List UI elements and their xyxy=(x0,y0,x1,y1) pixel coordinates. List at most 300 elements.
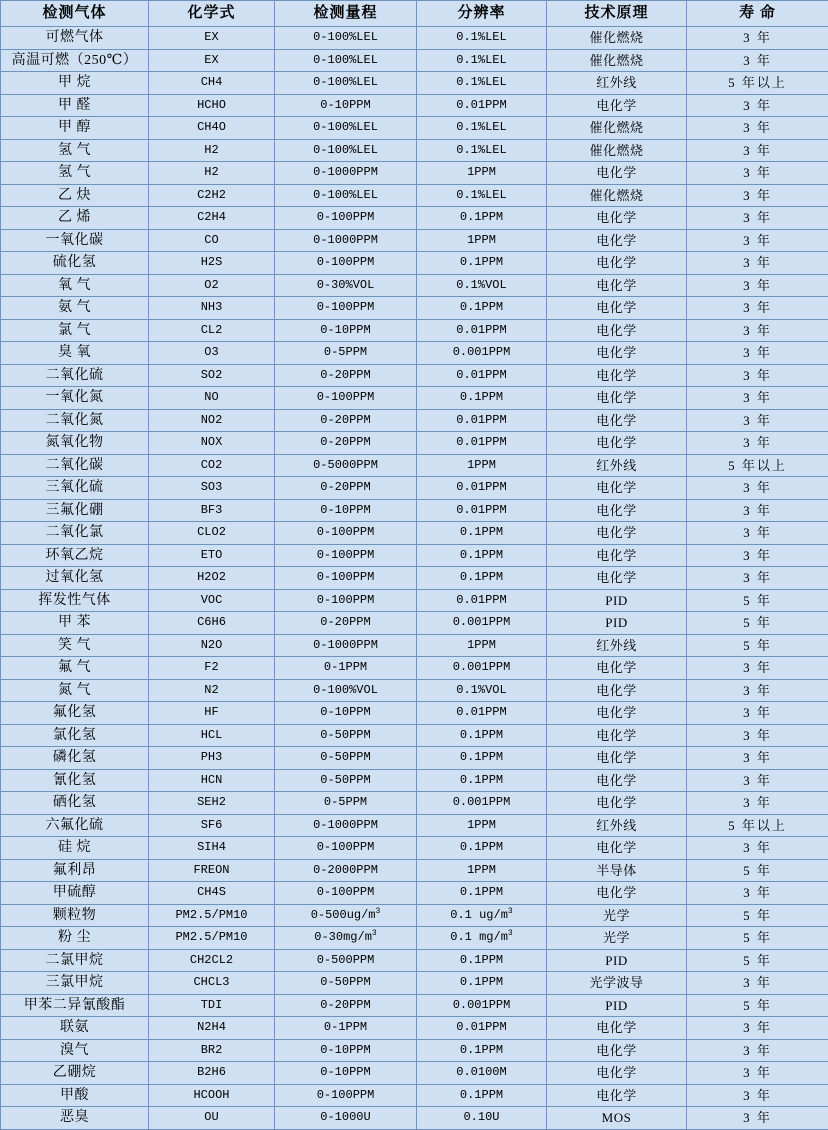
table-body xyxy=(1,27,828,1130)
cell-gas: 笑 气 xyxy=(1,634,149,657)
cell-formula: F2 xyxy=(149,657,275,680)
cell-formula: CL2 xyxy=(149,319,275,342)
cell-formula: NO xyxy=(149,387,275,410)
cell-formula: BR2 xyxy=(149,1039,275,1062)
cell-resolution: 0.1PPM xyxy=(417,544,547,567)
cell-technology: 电化学 xyxy=(547,657,687,680)
cell-gas: 联氨 xyxy=(1,1017,149,1040)
cell-lifetime: 3 年 xyxy=(687,274,828,297)
cell-range: 0-10PPM xyxy=(275,702,417,725)
cell-resolution: 1PPM xyxy=(417,229,547,252)
cell-lifetime: 3 年 xyxy=(687,297,828,320)
column-header-gas: 检测气体 xyxy=(1,1,149,27)
cell-formula: EX xyxy=(149,27,275,50)
cell-formula: O2 xyxy=(149,274,275,297)
table-row xyxy=(1,544,828,567)
table-row xyxy=(1,117,828,140)
cell-resolution: 0.1%LEL xyxy=(417,117,547,140)
cell-technology: 电化学 xyxy=(547,837,687,860)
cell-lifetime: 3 年 xyxy=(687,657,828,680)
cell-resolution: 0.1PPM xyxy=(417,724,547,747)
cell-resolution: 0.01PPM xyxy=(417,409,547,432)
cell-gas: 硅 烷 xyxy=(1,837,149,860)
cell-technology: 电化学 xyxy=(547,319,687,342)
cell-gas: 甲酸 xyxy=(1,1084,149,1107)
cell-formula: H2O2 xyxy=(149,567,275,590)
cell-gas: 氧 气 xyxy=(1,274,149,297)
cell-gas: 氯 气 xyxy=(1,319,149,342)
cell-technology: 红外线 xyxy=(547,454,687,477)
cell-formula: NOX xyxy=(149,432,275,455)
cell-formula: BF3 xyxy=(149,499,275,522)
cell-technology: 电化学 xyxy=(547,792,687,815)
cell-range: 0-1PPM xyxy=(275,1017,417,1040)
cell-technology: 电化学 xyxy=(547,207,687,230)
cell-technology: 电化学 xyxy=(547,499,687,522)
table-row xyxy=(1,387,828,410)
cell-formula: EX xyxy=(149,49,275,72)
cell-gas: 甲 烷 xyxy=(1,72,149,95)
cell-range: 0-100PPM xyxy=(275,589,417,612)
cell-range: 0-100PPM xyxy=(275,567,417,590)
cell-range: 0-50PPM xyxy=(275,747,417,770)
cell-gas: 一氧化碳 xyxy=(1,229,149,252)
cell-gas: 氟利昂 xyxy=(1,859,149,882)
cell-resolution: 0.1PPM xyxy=(417,747,547,770)
cell-technology: 电化学 xyxy=(547,1039,687,1062)
column-header-lifetime: 寿 命 xyxy=(687,1,828,27)
cell-formula: O3 xyxy=(149,342,275,365)
cell-range: 0-20PPM xyxy=(275,409,417,432)
table-row xyxy=(1,679,828,702)
cell-resolution: 0.1%VOL xyxy=(417,274,547,297)
table-row xyxy=(1,139,828,162)
cell-technology: 电化学 xyxy=(547,342,687,365)
cell-technology: 电化学 xyxy=(547,567,687,590)
cell-resolution: 1PPM xyxy=(417,859,547,882)
cell-technology: 催化燃烧 xyxy=(547,117,687,140)
cell-lifetime: 3 年 xyxy=(687,769,828,792)
cell-technology: 催化燃烧 xyxy=(547,27,687,50)
cell-technology: 半导体 xyxy=(547,859,687,882)
cell-resolution: 0.01PPM xyxy=(417,432,547,455)
cell-gas: 氢 气 xyxy=(1,162,149,185)
cell-gas: 三氯甲烷 xyxy=(1,972,149,995)
table-row xyxy=(1,1062,828,1085)
cell-resolution: 0.1PPM xyxy=(417,207,547,230)
cell-range: 0-5PPM xyxy=(275,792,417,815)
column-header-technology: 技术原理 xyxy=(547,1,687,27)
cell-lifetime: 3 年 xyxy=(687,837,828,860)
table-row xyxy=(1,342,828,365)
cell-resolution: 0.1PPM xyxy=(417,387,547,410)
cell-technology: 电化学 xyxy=(547,522,687,545)
table-row xyxy=(1,972,828,995)
cell-gas: 二氧化氯 xyxy=(1,522,149,545)
cell-range: 0-5000PPM xyxy=(275,454,417,477)
cell-range: 0-1000PPM xyxy=(275,162,417,185)
cell-range: 0-50PPM xyxy=(275,724,417,747)
cell-gas: 六氟化硫 xyxy=(1,814,149,837)
cell-technology: 红外线 xyxy=(547,72,687,95)
cell-gas: 颗粒物 xyxy=(1,904,149,927)
cell-gas: 氮氧化物 xyxy=(1,432,149,455)
cell-range: 0-20PPM xyxy=(275,994,417,1017)
cell-gas: 可燃气体 xyxy=(1,27,149,50)
cell-technology: 电化学 xyxy=(547,679,687,702)
cell-formula: CHCL3 xyxy=(149,972,275,995)
cell-technology: 电化学 xyxy=(547,274,687,297)
cell-resolution: 0.001PPM xyxy=(417,792,547,815)
cell-resolution: 0.001PPM xyxy=(417,657,547,680)
cell-gas: 高温可燃（250℃） xyxy=(1,49,149,72)
cell-resolution: 0.1PPM xyxy=(417,769,547,792)
cell-technology: 红外线 xyxy=(547,634,687,657)
cell-technology: 催化燃烧 xyxy=(547,184,687,207)
cell-technology: PID xyxy=(547,949,687,972)
cell-technology: 电化学 xyxy=(547,297,687,320)
cell-lifetime: 5 年 xyxy=(687,904,828,927)
cell-gas: 氯化氢 xyxy=(1,724,149,747)
cell-range: 0-10PPM xyxy=(275,499,417,522)
cell-formula: FREON xyxy=(149,859,275,882)
cell-gas: 磷化氢 xyxy=(1,747,149,770)
cell-gas: 一氧化氮 xyxy=(1,387,149,410)
cell-technology: 电化学 xyxy=(547,364,687,387)
cell-resolution: 0.1PPM xyxy=(417,297,547,320)
cell-range: 0-100%LEL xyxy=(275,184,417,207)
cell-gas: 臭 氧 xyxy=(1,342,149,365)
cell-formula: PM2.5/PM10 xyxy=(149,927,275,950)
cell-gas: 氢 气 xyxy=(1,139,149,162)
cell-technology: 催化燃烧 xyxy=(547,49,687,72)
cell-formula: C2H4 xyxy=(149,207,275,230)
cell-range: 0-100%LEL xyxy=(275,27,417,50)
cell-formula: NO2 xyxy=(149,409,275,432)
cell-technology: 电化学 xyxy=(547,477,687,500)
table-row xyxy=(1,499,828,522)
cell-range: 0-10PPM xyxy=(275,94,417,117)
cell-range: 0-5PPM xyxy=(275,342,417,365)
table-row xyxy=(1,567,828,590)
table-row xyxy=(1,162,828,185)
cell-formula: VOC xyxy=(149,589,275,612)
cell-range: 0-1PPM xyxy=(275,657,417,680)
cell-technology: 红外线 xyxy=(547,814,687,837)
cell-lifetime: 3 年 xyxy=(687,792,828,815)
cell-lifetime: 3 年 xyxy=(687,184,828,207)
cell-formula: CO2 xyxy=(149,454,275,477)
cell-lifetime: 3 年 xyxy=(687,117,828,140)
cell-gas: 乙硼烷 xyxy=(1,1062,149,1085)
cell-lifetime: 5 年 xyxy=(687,634,828,657)
cell-range: $0-500ug/m^3$ xyxy=(275,904,417,927)
cell-lifetime: 5 年 xyxy=(687,859,828,882)
cell-lifetime: 5 年以上 xyxy=(687,72,828,95)
cell-lifetime: 3 年 xyxy=(687,49,828,72)
cell-technology: 电化学 xyxy=(547,387,687,410)
cell-lifetime: 3 年 xyxy=(687,679,828,702)
cell-resolution: 0.01PPM xyxy=(417,477,547,500)
cell-resolution: 1PPM xyxy=(417,814,547,837)
column-header-formula: 化学式 xyxy=(149,1,275,27)
cell-gas: 三氟化硼 xyxy=(1,499,149,522)
cell-resolution: 0.1PPM xyxy=(417,949,547,972)
column-header-resolution: 分辨率 xyxy=(417,1,547,27)
cell-lifetime: 3 年 xyxy=(687,724,828,747)
table-row xyxy=(1,904,828,927)
cell-range: 0-100PPM xyxy=(275,837,417,860)
table-row xyxy=(1,1084,828,1107)
cell-lifetime: 5 年 xyxy=(687,927,828,950)
cell-formula: CH4 xyxy=(149,72,275,95)
cell-resolution: 0.01PPM xyxy=(417,364,547,387)
table-row xyxy=(1,454,828,477)
cell-resolution: 0.1PPM xyxy=(417,567,547,590)
cell-lifetime: 3 年 xyxy=(687,162,828,185)
table-row xyxy=(1,27,828,50)
cell-technology: 电化学 xyxy=(547,1062,687,1085)
table-row xyxy=(1,1039,828,1062)
cell-gas: 粉 尘 xyxy=(1,927,149,950)
cell-lifetime: 3 年 xyxy=(687,364,828,387)
table-row xyxy=(1,747,828,770)
cell-formula: N2H4 xyxy=(149,1017,275,1040)
cell-gas: 恶臭 xyxy=(1,1107,149,1130)
table-header-row xyxy=(1,1,828,27)
cell-gas: 氟 气 xyxy=(1,657,149,680)
cell-resolution: 0.001PPM xyxy=(417,342,547,365)
cell-range: 0-100%VOL xyxy=(275,679,417,702)
table-row xyxy=(1,949,828,972)
cell-formula: HCOOH xyxy=(149,1084,275,1107)
cell-formula: CH2CL2 xyxy=(149,949,275,972)
table-row xyxy=(1,229,828,252)
cell-technology: 光学 xyxy=(547,927,687,950)
cell-range: 0-50PPM xyxy=(275,972,417,995)
cell-technology: PID xyxy=(547,612,687,635)
table-row xyxy=(1,184,828,207)
cell-resolution: 0.1PPM xyxy=(417,882,547,905)
table-row xyxy=(1,409,828,432)
cell-lifetime: 3 年 xyxy=(687,1017,828,1040)
cell-lifetime: 3 年 xyxy=(687,319,828,342)
cell-lifetime: 3 年 xyxy=(687,1062,828,1085)
table-row xyxy=(1,589,828,612)
table-row xyxy=(1,319,828,342)
cell-resolution: 0.1PPM xyxy=(417,1039,547,1062)
cell-resolution: 0.0100M xyxy=(417,1062,547,1085)
cell-formula: SO2 xyxy=(149,364,275,387)
cell-technology: 电化学 xyxy=(547,409,687,432)
table-row xyxy=(1,612,828,635)
cell-range: 0-20PPM xyxy=(275,477,417,500)
cell-gas: 二氧化氮 xyxy=(1,409,149,432)
cell-formula: SO3 xyxy=(149,477,275,500)
cell-range: 0-1000PPM xyxy=(275,634,417,657)
cell-resolution: 0.1PPM xyxy=(417,252,547,275)
cell-technology: 电化学 xyxy=(547,1017,687,1040)
cell-range: 0-100PPM xyxy=(275,297,417,320)
table-row xyxy=(1,702,828,725)
table-row xyxy=(1,634,828,657)
cell-gas: 溴气 xyxy=(1,1039,149,1062)
cell-gas: 二氧化碳 xyxy=(1,454,149,477)
cell-gas: 环氧乙烷 xyxy=(1,544,149,567)
cell-formula: B2H6 xyxy=(149,1062,275,1085)
table-row xyxy=(1,769,828,792)
cell-lifetime: 3 年 xyxy=(687,387,828,410)
cell-resolution: 0.1 $ug/m^3$ xyxy=(417,904,547,927)
cell-formula: SEH2 xyxy=(149,792,275,815)
cell-resolution: 0.1%LEL xyxy=(417,49,547,72)
cell-formula: PM2.5/PM10 xyxy=(149,904,275,927)
cell-range: 0-1000PPM xyxy=(275,229,417,252)
cell-range: 0-20PPM xyxy=(275,432,417,455)
cell-range: 0-10PPM xyxy=(275,319,417,342)
cell-range: 0-500PPM xyxy=(275,949,417,972)
cell-formula: PH3 xyxy=(149,747,275,770)
cell-technology: 光学 xyxy=(547,904,687,927)
cell-lifetime: 3 年 xyxy=(687,94,828,117)
cell-range: 0-1000PPM xyxy=(275,814,417,837)
cell-range: 0-30%VOL xyxy=(275,274,417,297)
cell-resolution: 0.1PPM xyxy=(417,837,547,860)
cell-resolution: 0.1%LEL xyxy=(417,72,547,95)
cell-resolution: 0.01PPM xyxy=(417,94,547,117)
cell-technology: 光学波导 xyxy=(547,972,687,995)
cell-formula: C2H2 xyxy=(149,184,275,207)
cell-resolution: 0.1%LEL xyxy=(417,27,547,50)
cell-resolution: 0.1%LEL xyxy=(417,139,547,162)
cell-gas: 乙 炔 xyxy=(1,184,149,207)
cell-lifetime: 3 年 xyxy=(687,1084,828,1107)
cell-range: 0-100%LEL xyxy=(275,49,417,72)
cell-technology: 电化学 xyxy=(547,1084,687,1107)
cell-technology: 电化学 xyxy=(547,702,687,725)
cell-formula: H2 xyxy=(149,162,275,185)
cell-lifetime: 3 年 xyxy=(687,252,828,275)
cell-formula: OU xyxy=(149,1107,275,1130)
cell-technology: 电化学 xyxy=(547,882,687,905)
table-row xyxy=(1,72,828,95)
cell-lifetime: 3 年 xyxy=(687,747,828,770)
cell-technology: 电化学 xyxy=(547,432,687,455)
cell-resolution: 0.01PPM xyxy=(417,1017,547,1040)
cell-resolution: 1PPM xyxy=(417,634,547,657)
cell-resolution: 0.1 $mg/m^3$ xyxy=(417,927,547,950)
cell-resolution: 0.001PPM xyxy=(417,994,547,1017)
cell-formula: C6H6 xyxy=(149,612,275,635)
cell-gas: 乙 烯 xyxy=(1,207,149,230)
cell-gas: 甲 醇 xyxy=(1,117,149,140)
cell-range: 0-100PPM xyxy=(275,387,417,410)
cell-formula: HCN xyxy=(149,769,275,792)
cell-range: 0-10PPM xyxy=(275,1062,417,1085)
cell-gas: 挥发性气体 xyxy=(1,589,149,612)
cell-technology: 电化学 xyxy=(547,747,687,770)
cell-resolution: 0.01PPM xyxy=(417,499,547,522)
cell-range: 0-100%LEL xyxy=(275,139,417,162)
cell-lifetime: 3 年 xyxy=(687,477,828,500)
cell-lifetime: 5 年以上 xyxy=(687,814,828,837)
cell-technology: MOS xyxy=(547,1107,687,1130)
table-row xyxy=(1,364,828,387)
table-row xyxy=(1,859,828,882)
cell-lifetime: 3 年 xyxy=(687,882,828,905)
table-row xyxy=(1,1017,828,1040)
cell-range: 0-20PPM xyxy=(275,364,417,387)
cell-range: 0-100%LEL xyxy=(275,72,417,95)
cell-formula: TDI xyxy=(149,994,275,1017)
cell-formula: CH4S xyxy=(149,882,275,905)
cell-gas: 甲 苯 xyxy=(1,612,149,635)
cell-resolution: 0.1PPM xyxy=(417,522,547,545)
cell-lifetime: 3 年 xyxy=(687,972,828,995)
table-row xyxy=(1,792,828,815)
cell-gas: 氨 气 xyxy=(1,297,149,320)
column-header-range: 检测量程 xyxy=(275,1,417,27)
cell-range: 0-100PPM xyxy=(275,522,417,545)
cell-gas: 过氧化氢 xyxy=(1,567,149,590)
cell-range: 0-1000U xyxy=(275,1107,417,1130)
cell-lifetime: 3 年 xyxy=(687,567,828,590)
cell-technology: 电化学 xyxy=(547,769,687,792)
table-row xyxy=(1,477,828,500)
cell-gas: 氰化氢 xyxy=(1,769,149,792)
table-row xyxy=(1,49,828,72)
cell-lifetime: 5 年 xyxy=(687,949,828,972)
cell-technology: 电化学 xyxy=(547,252,687,275)
cell-formula: ETO xyxy=(149,544,275,567)
cell-technology: 催化燃烧 xyxy=(547,139,687,162)
cell-lifetime: 3 年 xyxy=(687,409,828,432)
cell-range: 0-100%LEL xyxy=(275,117,417,140)
cell-resolution: 0.01PPM xyxy=(417,589,547,612)
cell-resolution: 0.10U xyxy=(417,1107,547,1130)
cell-technology: PID xyxy=(547,994,687,1017)
table-row xyxy=(1,522,828,545)
cell-resolution: 0.1%LEL xyxy=(417,184,547,207)
cell-technology: 电化学 xyxy=(547,94,687,117)
table-row xyxy=(1,207,828,230)
cell-formula: SF6 xyxy=(149,814,275,837)
cell-formula: N2O xyxy=(149,634,275,657)
cell-lifetime: 3 年 xyxy=(687,229,828,252)
cell-formula: N2 xyxy=(149,679,275,702)
cell-formula: CO xyxy=(149,229,275,252)
cell-lifetime: 3 年 xyxy=(687,342,828,365)
cell-resolution: 1PPM xyxy=(417,162,547,185)
cell-gas: 二氯甲烷 xyxy=(1,949,149,972)
cell-formula: H2 xyxy=(149,139,275,162)
cell-formula: CH4O xyxy=(149,117,275,140)
cell-lifetime: 3 年 xyxy=(687,544,828,567)
cell-resolution: 0.1PPM xyxy=(417,1084,547,1107)
table-row xyxy=(1,657,828,680)
table-row xyxy=(1,94,828,117)
cell-resolution: 0.001PPM xyxy=(417,612,547,635)
table-row xyxy=(1,994,828,1017)
cell-formula: HCL xyxy=(149,724,275,747)
cell-gas: 氮 气 xyxy=(1,679,149,702)
cell-range: 0-10PPM xyxy=(275,1039,417,1062)
cell-resolution: 0.01PPM xyxy=(417,702,547,725)
table-row xyxy=(1,724,828,747)
cell-lifetime: 5 年 xyxy=(687,994,828,1017)
cell-gas: 甲苯二异氰酸酯 xyxy=(1,994,149,1017)
table-row xyxy=(1,927,828,950)
